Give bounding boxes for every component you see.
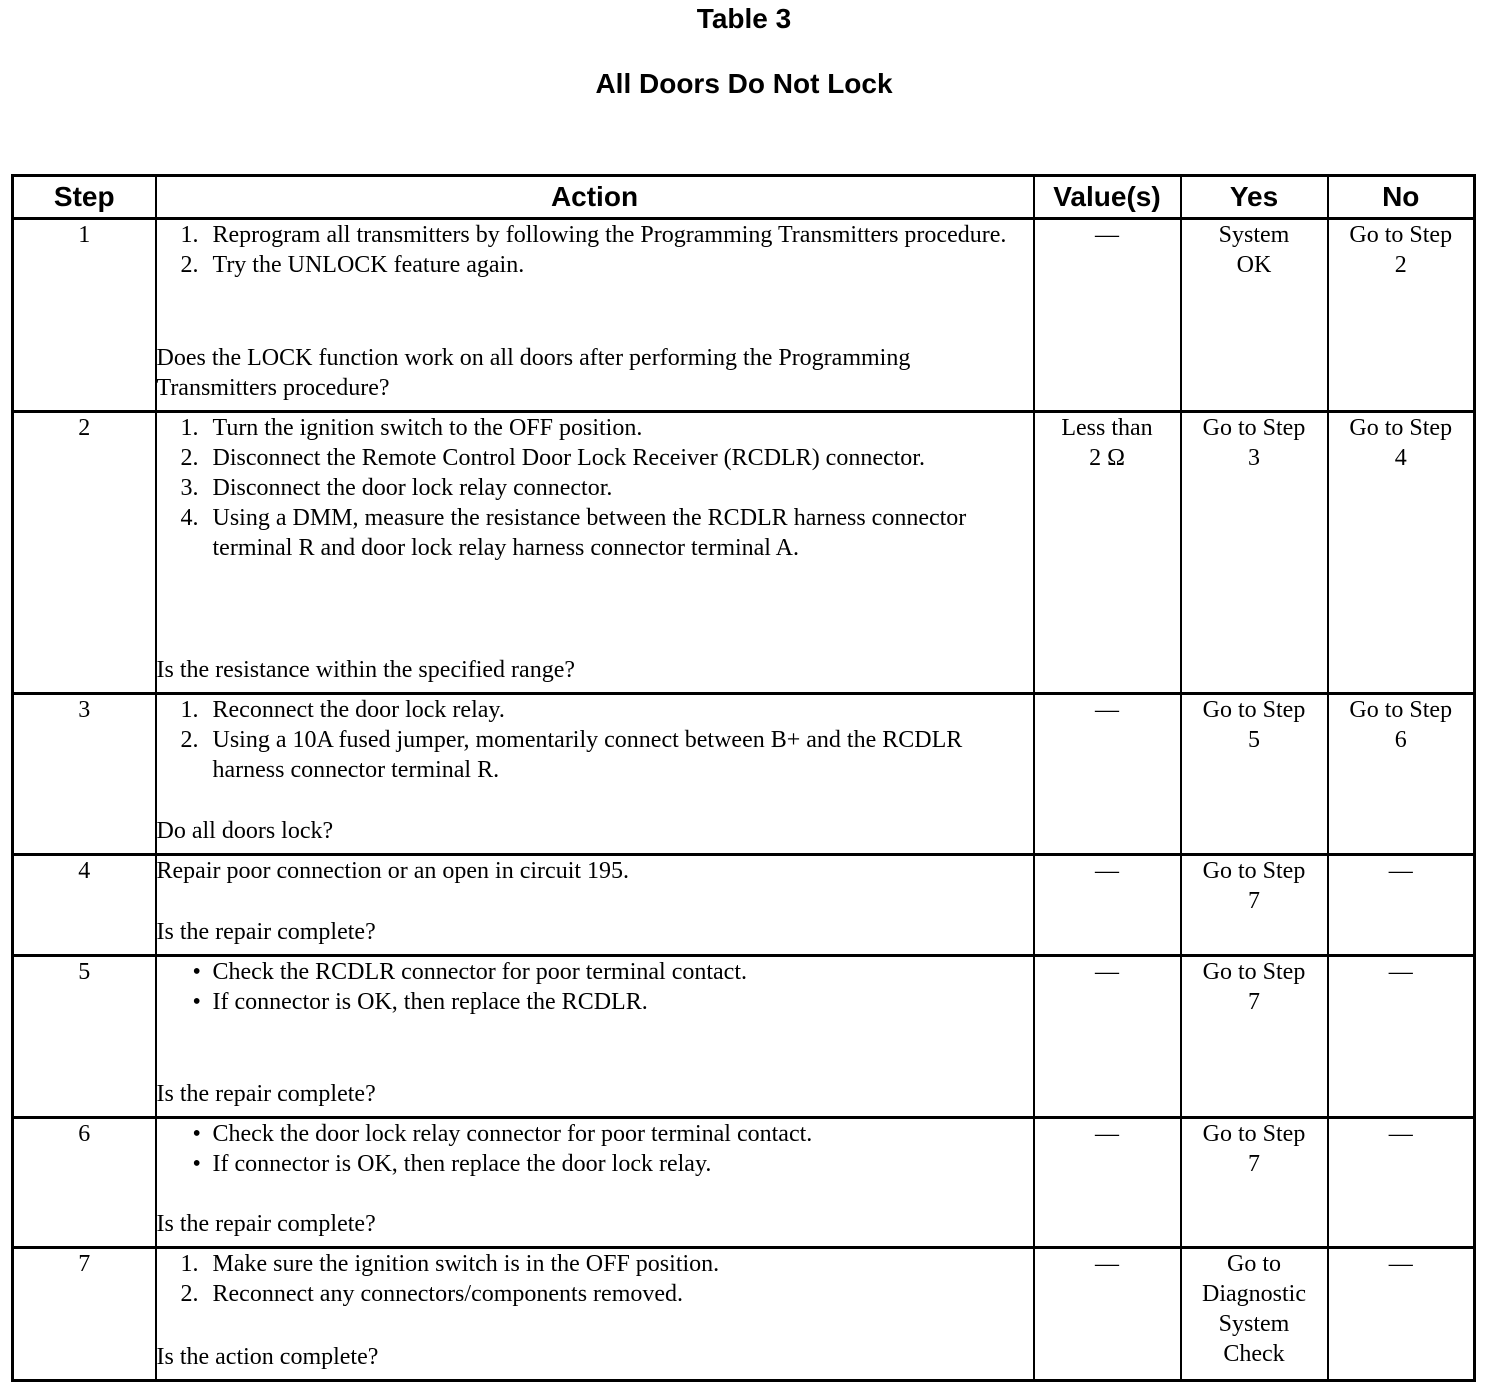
step-marker: • xyxy=(192,989,201,1015)
step-marker: 1. xyxy=(180,1251,199,1277)
yes-cell xyxy=(1181,1248,1328,1381)
step-cell: 2 xyxy=(13,412,156,694)
value-cell-text: — xyxy=(1095,1251,1119,1277)
action-step xyxy=(157,1149,1033,1179)
action-question: Is the resistance within the specified range? xyxy=(156,657,575,683)
table-row xyxy=(13,1118,1475,1248)
action-step xyxy=(157,1119,1033,1149)
action-step xyxy=(157,250,1033,280)
step-text: Check the RCDLR connector for poor terminal contact. xyxy=(212,959,748,985)
action-question: Is the repair complete? xyxy=(156,1081,376,1107)
action-step xyxy=(157,957,1033,987)
step-text: Using a 10A fused jumper, momentarily connect between B+ and the RCDLR harness connector terminal R. xyxy=(212,727,963,783)
value-cell xyxy=(1034,855,1181,956)
action-step xyxy=(157,443,1033,473)
step-text: If connector is OK, then replace the door lock relay. xyxy=(212,1151,712,1177)
value-cell xyxy=(1034,694,1181,855)
value-cell xyxy=(1034,1118,1181,1248)
yes-cell xyxy=(1181,412,1328,694)
table-row xyxy=(13,1248,1475,1381)
action-steps xyxy=(157,1119,1033,1179)
diagnostic-table xyxy=(11,174,1476,1382)
table-row xyxy=(13,219,1475,412)
no-cell-text: Go to Step 4 xyxy=(1349,415,1453,471)
action-question: Is the repair complete? xyxy=(156,919,376,945)
step-text: Try the UNLOCK feature again. xyxy=(212,252,525,278)
action-content xyxy=(157,957,1033,1109)
step-marker: 2. xyxy=(180,445,199,471)
table-row xyxy=(13,694,1475,855)
value-cell-text: — xyxy=(1095,959,1119,985)
yes-cell xyxy=(1181,855,1328,956)
action-steps xyxy=(157,856,1033,886)
header-yes: Yes xyxy=(1181,176,1328,219)
action-step xyxy=(157,220,1033,250)
no-cell xyxy=(1328,855,1475,956)
no-cell-text: — xyxy=(1388,858,1413,884)
step-text: Reprogram all transmitters by following the Programming Transmitters procedure. xyxy=(212,222,1007,248)
yes-cell xyxy=(1181,956,1328,1118)
header-step: Step xyxy=(13,176,156,219)
value-cell-text: — xyxy=(1095,1121,1119,1147)
action-cell xyxy=(156,694,1034,855)
action-step xyxy=(157,1279,1033,1309)
step-marker: 2. xyxy=(180,1281,199,1307)
header-row xyxy=(13,176,1475,219)
step-cell: 7 xyxy=(13,1248,156,1381)
action-step xyxy=(157,695,1033,725)
step-marker: 1. xyxy=(180,697,199,723)
step-text: Repair poor connection or an open in circuit 195. xyxy=(156,858,630,884)
action-step xyxy=(157,503,1033,563)
step-text: Check the door lock relay connector for poor terminal contact. xyxy=(212,1121,813,1147)
no-cell-text: Go to Step 2 xyxy=(1349,222,1453,278)
action-steps xyxy=(157,695,1033,785)
step-marker: 1. xyxy=(180,415,199,441)
step-marker: • xyxy=(192,1121,201,1147)
value-cell xyxy=(1034,412,1181,694)
step-cell: 4 xyxy=(13,855,156,956)
yes-cell xyxy=(1181,694,1328,855)
step-marker: 1. xyxy=(180,222,199,248)
step-marker: 2. xyxy=(180,727,199,753)
action-steps xyxy=(157,957,1033,1017)
step-marker: • xyxy=(192,1151,201,1177)
action-cell xyxy=(156,219,1034,412)
header-action: Action xyxy=(156,176,1034,219)
header-values: Value(s) xyxy=(1034,176,1181,219)
action-steps xyxy=(157,220,1033,280)
no-cell-text: — xyxy=(1388,1121,1413,1147)
header-no: No xyxy=(1328,176,1475,219)
step-marker: 3. xyxy=(180,475,199,501)
value-cell xyxy=(1034,1248,1181,1381)
table-row xyxy=(13,855,1475,956)
table-title: All Doors Do Not Lock xyxy=(595,68,893,99)
step-text: If connector is OK, then replace the RCDLR. xyxy=(212,989,648,1015)
action-step xyxy=(157,856,1033,886)
step-text: Make sure the ignition switch is in the OFF position. xyxy=(212,1251,720,1277)
step-cell: 1 xyxy=(13,219,156,412)
yes-cell-text: Go to Diagnostic System Check xyxy=(1202,1251,1306,1367)
step-marker: 4. xyxy=(180,505,199,531)
action-question: Does the LOCK function work on all doors after performing the Programming Transmitters procedure? xyxy=(156,345,911,401)
yes-cell-text: Go to Step 7 xyxy=(1202,858,1306,914)
value-cell-text: — xyxy=(1095,858,1119,884)
action-cell xyxy=(156,1248,1034,1381)
no-cell xyxy=(1328,1118,1475,1248)
no-cell xyxy=(1328,1248,1475,1381)
action-content xyxy=(157,220,1033,403)
value-cell-text: — xyxy=(1095,222,1119,248)
yes-cell-text: Go to Step 7 xyxy=(1202,1121,1306,1177)
yes-cell xyxy=(1181,1118,1328,1248)
action-step xyxy=(157,725,1033,785)
yes-cell-text: Go to Step 3 xyxy=(1202,415,1306,471)
value-cell xyxy=(1034,956,1181,1118)
step-text: Disconnect the door lock relay connector. xyxy=(212,475,613,501)
action-steps xyxy=(157,1249,1033,1309)
action-content xyxy=(157,856,1033,947)
step-text: Turn the ignition switch to the OFF position. xyxy=(212,415,643,441)
action-content xyxy=(157,695,1033,846)
no-cell xyxy=(1328,219,1475,412)
value-cell-text: — xyxy=(1095,697,1119,723)
no-cell xyxy=(1328,956,1475,1118)
action-content xyxy=(157,413,1033,685)
step-marker: 2. xyxy=(180,252,199,278)
no-cell xyxy=(1328,412,1475,694)
yes-cell-text: Go to Step 5 xyxy=(1202,697,1306,753)
no-cell-text: Go to Step 6 xyxy=(1349,697,1453,753)
step-cell: 3 xyxy=(13,694,156,855)
action-step xyxy=(157,413,1033,443)
value-cell xyxy=(1034,219,1181,412)
action-content xyxy=(157,1249,1033,1372)
step-text: Disconnect the Remote Control Door Lock Receiver (RCDLR) connector. xyxy=(212,445,925,471)
action-question: Do all doors lock? xyxy=(156,818,334,844)
no-cell xyxy=(1328,694,1475,855)
step-cell: 5 xyxy=(13,956,156,1118)
step-text: Reconnect the door lock relay. xyxy=(212,697,505,723)
yes-cell-text: Go to Step 7 xyxy=(1202,959,1306,1015)
yes-cell xyxy=(1181,219,1328,412)
action-cell xyxy=(156,956,1034,1118)
table-row xyxy=(13,956,1475,1118)
no-cell-text: — xyxy=(1388,1251,1413,1277)
action-step xyxy=(157,1249,1033,1279)
action-question: Is the action complete? xyxy=(156,1344,379,1370)
no-cell-text: — xyxy=(1388,959,1413,985)
action-cell xyxy=(156,1118,1034,1248)
table-row xyxy=(13,412,1475,694)
action-question: Is the repair complete? xyxy=(156,1211,376,1237)
value-cell-text: Less than 2 Ω xyxy=(1061,415,1153,471)
table-number: Table 3 xyxy=(696,3,792,34)
step-cell: 6 xyxy=(13,1118,156,1248)
action-cell xyxy=(156,855,1034,956)
step-marker: • xyxy=(192,959,201,985)
yes-cell-text: System OK xyxy=(1218,222,1290,278)
action-cell xyxy=(156,412,1034,694)
action-content xyxy=(157,1119,1033,1239)
step-text: Using a DMM, measure the resistance between the RCDLR harness connector terminal R and door lock relay harness connector terminal A. xyxy=(212,505,967,561)
action-step xyxy=(157,987,1033,1017)
step-text: Reconnect any connectors/components removed. xyxy=(212,1281,684,1307)
action-step xyxy=(157,473,1033,503)
action-steps xyxy=(157,413,1033,563)
